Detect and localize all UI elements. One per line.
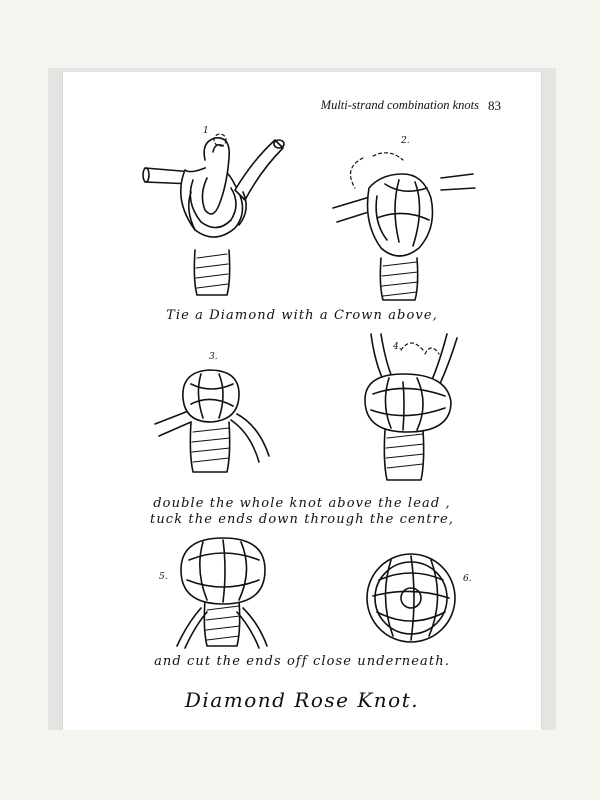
knot-illustration-step-1 (135, 130, 305, 300)
step-number-6: 6. (463, 574, 472, 584)
caption-line-1: Tie a Diamond with a Crown above, (166, 308, 438, 323)
knot-illustration-step-5 (167, 530, 287, 650)
caption-line-2: double the whole knot above the lead , (153, 496, 451, 511)
figure-title: Diamond Rose Knot. (184, 688, 420, 712)
knot-illustration-step-6 (361, 550, 461, 646)
running-head: Multi-strand combination knots (320, 98, 479, 112)
book-page (62, 72, 542, 730)
caption-line-3: tuck the ends down through the centre, (150, 512, 454, 527)
step-number-4: 4. (393, 342, 402, 352)
step-number-2: 2. (401, 136, 410, 146)
knot-illustration-step-2 (333, 138, 483, 308)
knot-illustration-step-4 (355, 334, 475, 484)
step-number-5: 5. (159, 572, 168, 582)
caption-line-4: and cut the ends off close underneath. (154, 654, 450, 669)
page-number: 83 (488, 98, 501, 113)
step-number-1: 1 (203, 126, 209, 136)
knot-illustration-step-3 (151, 364, 281, 474)
step-number-3: 3. (209, 352, 218, 362)
